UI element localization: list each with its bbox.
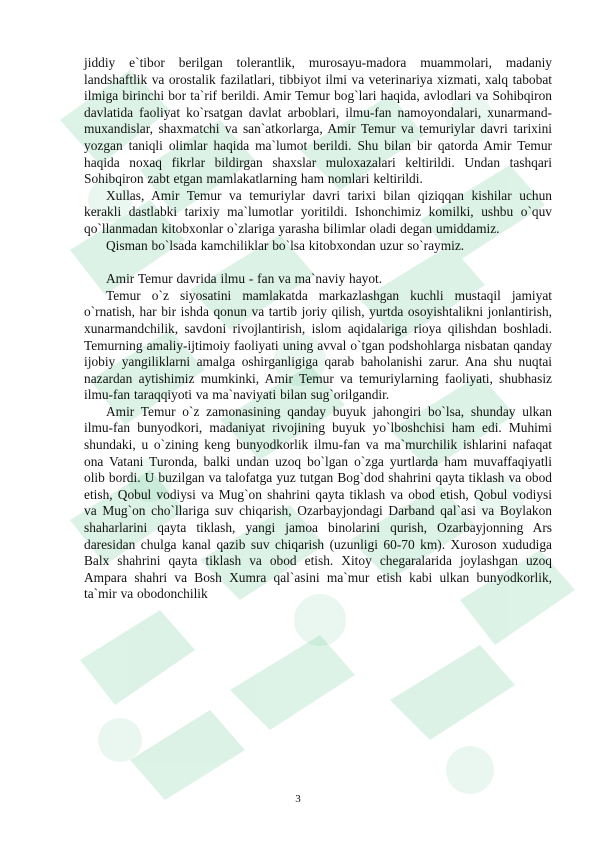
paragraph-5: Amir Temur o`z zamonasining qanday buyuk jahongiri bo`lsa, shunday ulkan ilmu-fan bunyodkori, madaniyat rivojining buyuk yo`lboshchisi ham edi. Muhimi shundaki, u o`zining keng bunyodkorlik ilmu-fan va ma`murchilik ishlarini nafaqat ona Vatani Turonda, balki undan uzoq bo`lgan o`zga yurtlarda ham muvaffaqiyatli olib bordi. U buzilgan va talofatga yuz tutgan Bog`dod shahrini qayta tiklash va obod etish, Qobul vodiysi va Mug`on shahrini qayta tiklash va obod etish, Qobul vodiysi va Mug`on cho`llariga suv chiqarish, Ozarbayjondagi Darband qal`asi va Boylakon shaharlarini qayta tiklash, yangi jamoa binolarini qurish, Ozarbayjonning Ars daresidan chulga kanal qazib suv chiqarish (uzunligi 60-70 km). Xuroson xududiga Balx shahrini qayta tiklash va obod etish. Xitoy chegaralarida joylashgan uzoq Ampara shahri va Bosh Xumra qal`asini ma`mur etish kabi ulkan bunyodkorlik, ta`mir va obodonchilik: [84, 403, 552, 602]
paragraph-3: Qisman bo`lsada kamchiliklar bo`lsa kitobxondan uzur so`raymiz.: [106, 237, 465, 253]
page-body: [84, 55, 552, 603]
section-heading: Amir Temur davrida ilmu - fan va ma`naviy hayot.: [106, 271, 383, 287]
paragraph-1: jiddiy e`tibor berilgan tolerantlik, murosayu-madora muammolari, madaniy landshaftlik va orostalik fazilatlari, tibbiyot ilmi va veterinariya xizmati, xalq tabobat ilmiga birinchi bor ta`rif berildi. Amir Temur bog`lari haqida, avlodlari va Sohibqiron davlatida faoliyat ko`rsatgan davlat arboblari, ilmu-fan namoyondalari, xunarmand-muxandislar, shaxmatchi va san`atkorlarga, Amir Temur va temuriylar davri tarixini yozgan taniqli olimlar haqida ma`lumot berildi. Shu bilan bir qatorda Amir Temur haqida noxaq fikrlar bildirgan shaxslar muloxazalari keltirildi. Undan tashqari Sohibqiron zabt etgan mamlakatlarning ham nomlari keltirildi.: [84, 55, 552, 187]
spacer: [84, 254, 552, 271]
paragraph-2: Xullas, Amir Temur va temuriylar davri tarixi bilan qiziqqan kishilar uchun kerakli dastlabki tarixiy ma`lumotlar yoritildi. Ishonchimiz komilki, ushbu o`quv qo`llanmadan kitobxonlar o`zlariga yarasha bilimlar oladi degan umiddamiz.: [84, 187, 552, 236]
page-number: 3: [295, 793, 301, 805]
paragraph-4: Temur o`z siyosatini mamlakatda markazlashgan kuchli mustaqil jamiyat o`rnatish, har bir ishda qonun va tartib joriy qilish, yurtda osoyishtalikni jonlantirish, xunarmandchilik, savdoni rivojlantirish, islom aqidalariga rioya qilishdan boshladi. Temurning amaliy-ijtimoiy faoliyati uning avval o`tgan podshohlarga nisbatan qanday ijobiy yangiliklarni amalga oshirganligiga qarab baholanishi zarur. Ana shu nuqtai nazardan aytishimiz mumkinki, Amir Temur va temuriylarning faoliyati, shubhasiz ilmu-fan taraqqiyoti va ma`naviyati bilan sug`orilgandir.: [84, 287, 552, 403]
